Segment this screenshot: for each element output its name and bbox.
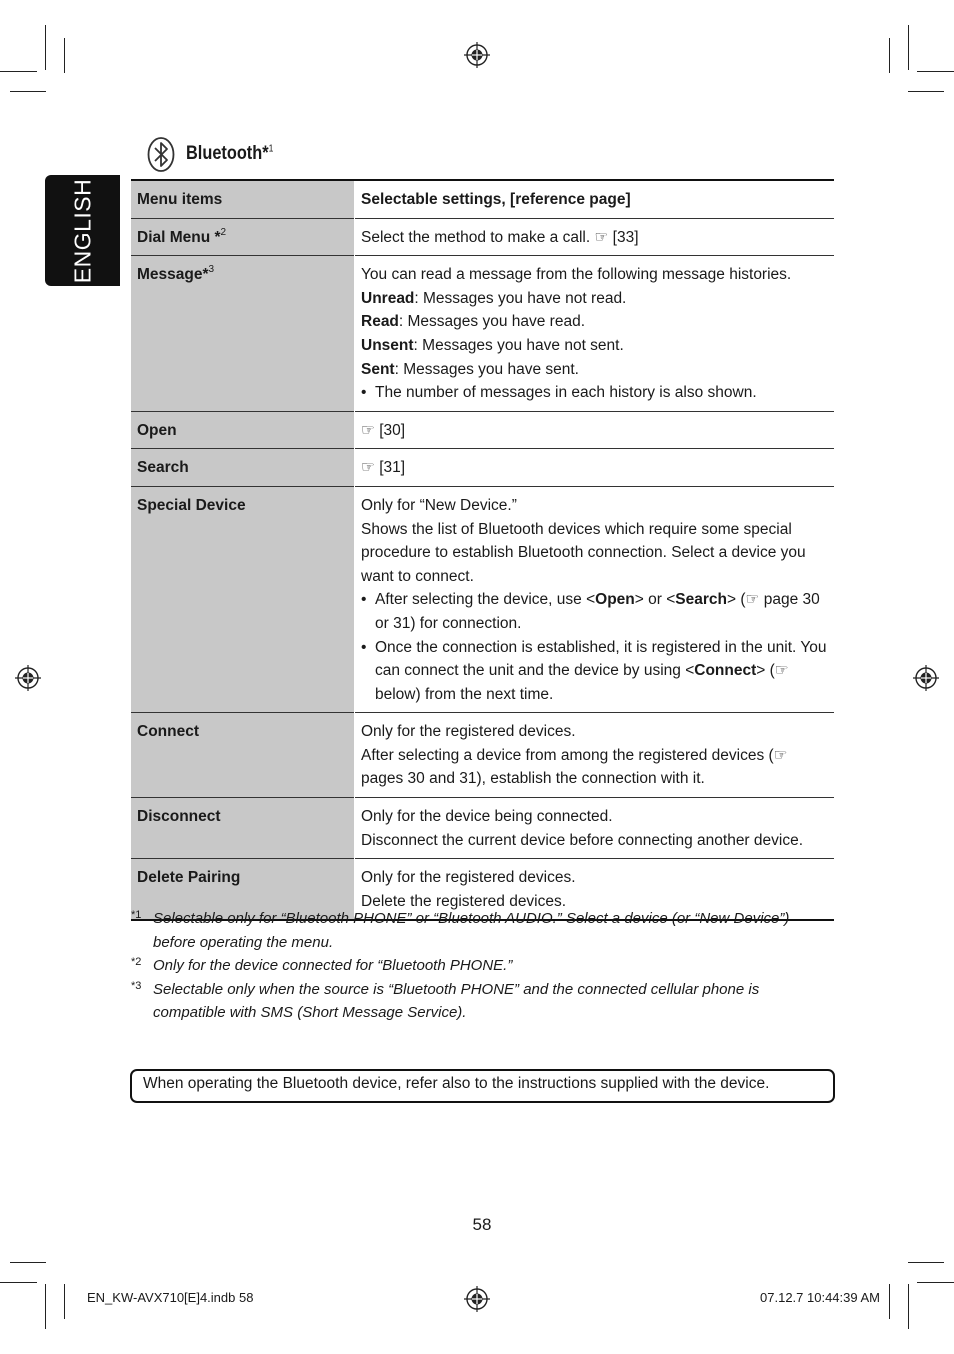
registration-mark-icon bbox=[464, 1286, 490, 1312]
search-description: ☞ [31] bbox=[361, 459, 406, 477]
section-title-footnote-ref: 1 bbox=[268, 143, 274, 155]
footnote-mark: *1 bbox=[131, 909, 142, 921]
footnote-2 bbox=[131, 954, 834, 978]
registration-mark-icon bbox=[913, 665, 939, 691]
info-box-text: When operating the Bluetooth device, refer also to the instructions supplied with the device. bbox=[143, 1075, 770, 1092]
menu-item-delete-pairing: Delete Pairing bbox=[137, 869, 241, 887]
crop-mark bbox=[908, 1262, 944, 1263]
footnote-text: Selectable only when the source is “Bluetooth PHONE” and the connected cellular phone is compatible with SMS (Short Message Service). bbox=[153, 980, 760, 1022]
table-row-disconnect bbox=[131, 798, 834, 859]
delete-pairing-line2: Delete the registered devices. bbox=[361, 892, 567, 910]
message-unread: Unread: Messages you have not read. bbox=[361, 289, 627, 307]
message-read: Read: Messages you have read. bbox=[361, 313, 586, 331]
disconnect-line1: Only for the device being connected. bbox=[361, 808, 613, 826]
bluetooth-menu-table bbox=[131, 179, 834, 921]
crop-mark bbox=[917, 1282, 954, 1283]
crop-mark bbox=[0, 71, 37, 72]
footer-timestamp: 07.12.7 10:44:39 AM bbox=[760, 1290, 880, 1305]
registration-mark-icon bbox=[15, 665, 41, 691]
footnote-1 bbox=[131, 907, 834, 954]
crop-mark bbox=[889, 1284, 890, 1319]
message-intro: You can read a message from the following message histories. bbox=[361, 266, 792, 284]
special-device-line2: Shows the list of Bluetooth devices which require some special procedure to establish Bluetooth connection. Select a device you want to connect. bbox=[361, 520, 806, 585]
table-row-open bbox=[131, 411, 834, 449]
menu-item-special-device: Special Device bbox=[137, 496, 246, 514]
crop-mark bbox=[908, 1284, 909, 1329]
message-bullet: • The number of messages in each history is also shown. bbox=[361, 381, 828, 405]
header-selectable-settings: Selectable settings, [reference page] bbox=[355, 180, 835, 218]
bluetooth-icon bbox=[146, 136, 176, 173]
special-device-bullet2: • Once the connection is established, it is registered in the unit. You can connect the unit and the device by using <Connect> (☞ below) from the next time. bbox=[361, 636, 828, 707]
footnote-ref: 2 bbox=[220, 226, 227, 238]
disconnect-line2: Disconnect the current device before connecting another device. bbox=[361, 831, 804, 849]
open-description: ☞ [30] bbox=[361, 421, 406, 439]
crop-mark bbox=[908, 91, 944, 92]
special-device-line1: Only for “New Device.” bbox=[361, 496, 517, 514]
page-number: 58 bbox=[472, 1215, 492, 1234]
crop-mark bbox=[45, 1284, 46, 1329]
message-unsent: Unsent: Messages you have not sent. bbox=[361, 336, 624, 354]
menu-item-connect: Connect bbox=[137, 723, 199, 741]
footer-file-name: EN_KW-AVX710[E]4.indb 58 bbox=[87, 1290, 254, 1305]
dial-menu-description: Select the method to make a call. ☞ [33] bbox=[361, 228, 639, 246]
footnote-mark: *3 bbox=[131, 979, 142, 992]
language-tab-label: ENGLISH bbox=[69, 178, 95, 283]
crop-mark bbox=[10, 91, 46, 92]
footnote-text: Selectable only for “Bluetooth PHONE” or “Bluetooth AUDIO.” Select a device (or “New Device”) before operating the menu. bbox=[153, 910, 790, 951]
menu-item-message: Message* bbox=[137, 266, 209, 284]
footnotes bbox=[131, 907, 834, 1025]
section-title bbox=[186, 143, 273, 165]
menu-item-open: Open bbox=[137, 421, 177, 439]
section-title-text: Bluetooth* bbox=[186, 143, 269, 164]
language-tab bbox=[45, 175, 120, 286]
table-header-row bbox=[131, 180, 834, 218]
table-row-dial-menu bbox=[131, 218, 834, 256]
menu-item-search: Search bbox=[137, 459, 189, 477]
crop-mark bbox=[908, 25, 909, 70]
footnote-text: Only for the device connected for “Bluetooth PHONE.” bbox=[153, 957, 513, 975]
table-row-search bbox=[131, 449, 834, 487]
connect-line2: After selecting a device from among the registered devices (☞ pages 30 and 31), establish the connection with it. bbox=[361, 746, 788, 788]
message-sent: Sent: Messages you have sent. bbox=[361, 360, 579, 378]
menu-item-disconnect: Disconnect bbox=[137, 808, 221, 826]
crop-mark bbox=[889, 38, 890, 73]
delete-pairing-line1: Only for the registered devices. bbox=[361, 869, 576, 887]
connect-line1: Only for the registered devices. bbox=[361, 723, 576, 741]
menu-item-dial-menu: Dial Menu * bbox=[137, 228, 221, 246]
table-row-message bbox=[131, 256, 834, 412]
footnote-ref: 3 bbox=[208, 264, 215, 276]
footnote-3 bbox=[131, 978, 834, 1025]
crop-mark bbox=[917, 71, 954, 72]
footnote-mark: *2 bbox=[131, 956, 142, 969]
crop-mark bbox=[64, 38, 65, 73]
table-row-special-device bbox=[131, 486, 834, 712]
header-menu-items: Menu items bbox=[131, 180, 355, 218]
crop-mark bbox=[64, 1284, 65, 1319]
special-device-bullet1: • After selecting the device, use <Open> or <Search> (☞ page 30 or 31) for connection. bbox=[361, 588, 828, 635]
registration-mark-icon bbox=[464, 42, 490, 68]
table-row-connect bbox=[131, 713, 834, 798]
crop-mark bbox=[45, 25, 46, 70]
info-box bbox=[130, 1069, 835, 1103]
crop-mark bbox=[10, 1262, 46, 1263]
crop-mark bbox=[0, 1282, 37, 1283]
